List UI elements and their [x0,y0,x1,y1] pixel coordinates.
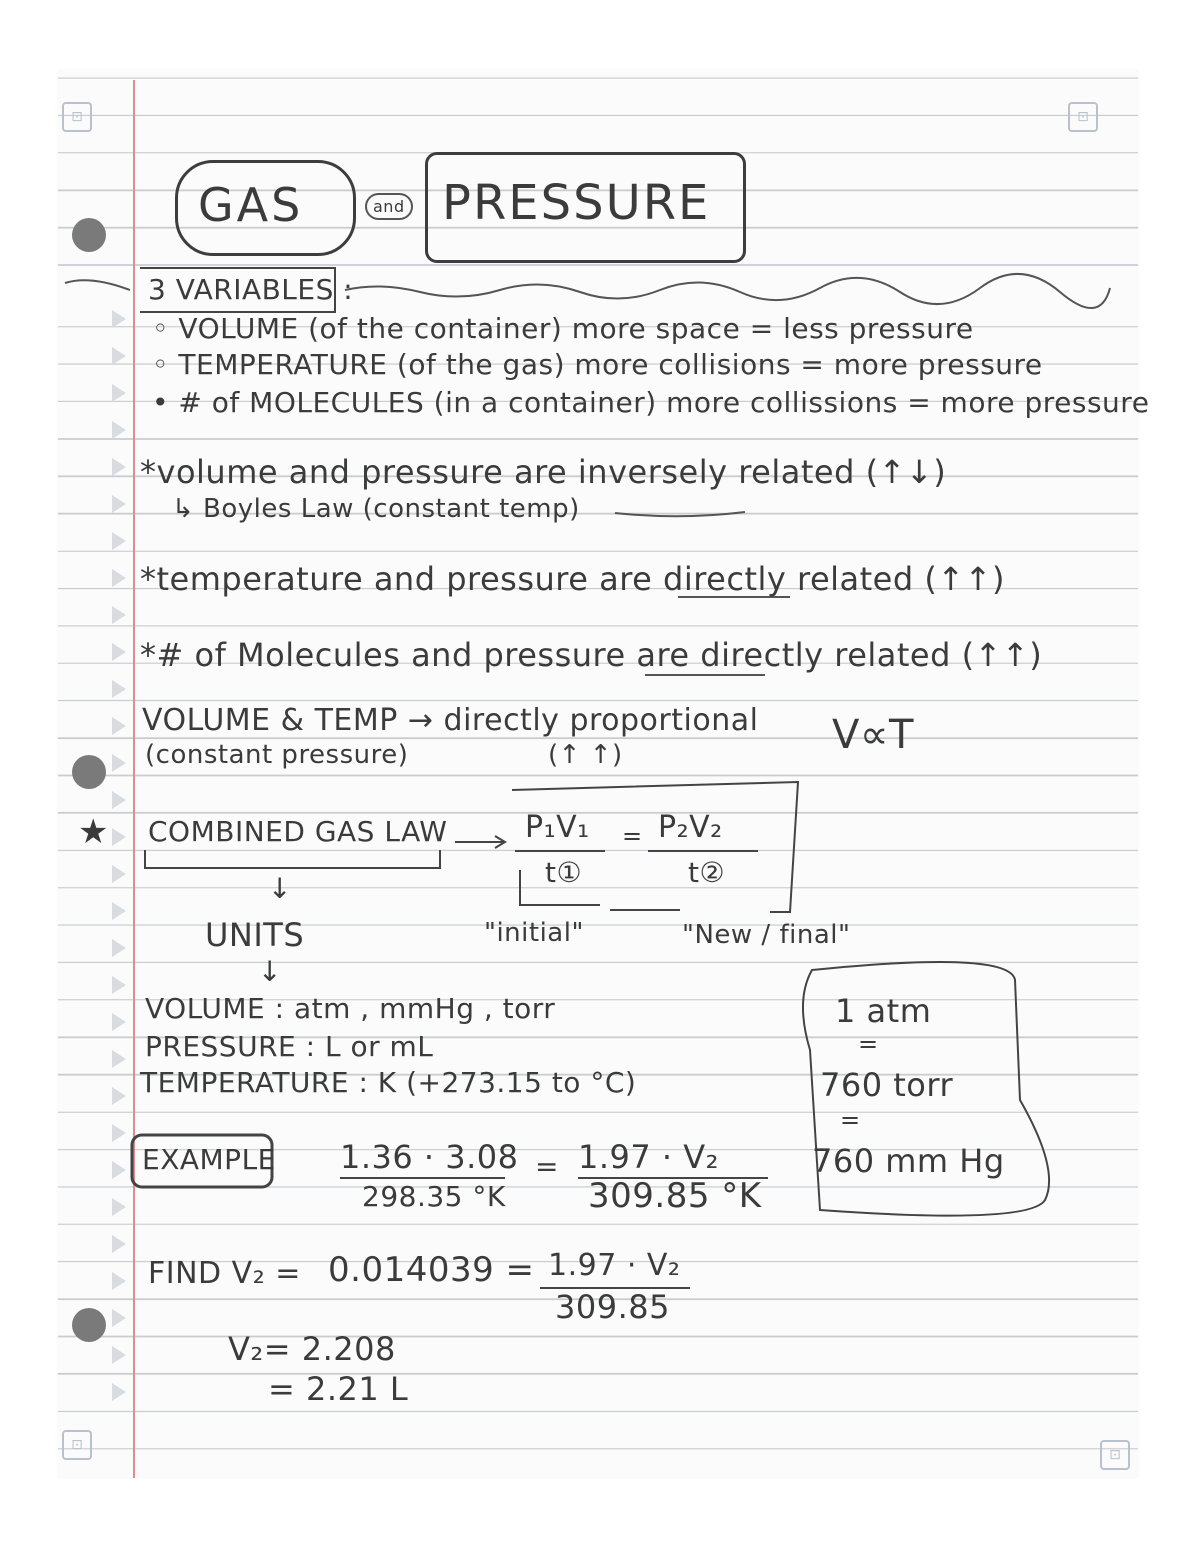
units-pressure: PRESSURE : L or mL [145,1030,434,1063]
label-initial: "initial" [484,918,584,948]
example-eq: = [535,1150,559,1183]
label-final: "New / final" [682,920,851,950]
title-and: and [365,193,413,220]
corner-icon: ⊡ [62,1430,92,1460]
down-arrow-icon: ↓ [268,872,292,905]
combined-label: COMBINED GAS LAW [148,815,448,848]
combined-p2v2: P₂V₂ [658,810,723,845]
bullet-icon: ◦ [152,348,179,381]
units-temperature: TEMPERATURE : K (+273.15 to °C) [140,1066,637,1099]
conversion-mmhg: 760 mm Hg [812,1142,1005,1180]
corner-icon: ⊡ [1068,102,1098,132]
vt-line1: VOLUME & TEMP → directly proportional [142,703,759,738]
corner-icon: ⊡ [62,102,92,132]
variable-item: ◦ VOLUME (of the container) more space = less pressure [152,312,974,345]
example-den2: 309.85 °K [588,1176,762,1216]
example-num1: 1.36 · 3.08 [340,1138,519,1176]
combined-eq: = [622,822,643,850]
combined-t2: t② [688,856,726,889]
note-molecules: *# of Molecules and pressure are directly related (↑↑) [140,636,1043,674]
find-value: 0.014039 = [328,1250,535,1290]
combined-p1v1: P₁V₁ [525,810,590,845]
corner-icon: ⊡ [1100,1440,1130,1470]
vt-arrows: (↑ ↑) [548,740,623,770]
variable-item: ◦ TEMPERATURE (of the gas) more collisions = more pressure [152,348,1043,381]
units-heading: UNITS [205,916,305,954]
conversion-torr: 760 torr [820,1066,954,1104]
example-num2: 1.97 · V₂ [578,1138,719,1176]
star-icon: ★ [78,812,109,852]
variables-heading: 3 VARIABLES : [148,273,354,306]
title-gas: GAS [198,178,304,232]
vt-formula: V∝T [832,712,914,758]
title-pressure: PRESSURE [442,175,711,231]
fraction-bar [648,850,758,852]
bullet-icon: • [152,386,179,419]
find-label: FIND V₂ = [148,1256,301,1291]
down-arrow-icon: ↓ [258,955,282,988]
vt-line2: (constant pressure) [145,740,409,770]
fraction-bar [340,1177,505,1179]
find-num: 1.97 · V₂ [548,1248,681,1283]
conversion-eq: = [840,1106,861,1134]
example-label: EXAMPLE [142,1143,276,1176]
fraction-bar [515,850,605,852]
variable-item: • # of MOLECULES (in a container) more collissions = more pressure [152,386,1150,419]
find-result2: = 2.21 L [268,1370,409,1408]
note-temperature: *temperature and pressure are directly related (↑↑) [140,560,1005,598]
bullet-icon: ◦ [152,312,179,345]
units-volume: VOLUME : atm , mmHg , torr [145,992,556,1025]
find-result1: V₂= 2.208 [228,1330,396,1368]
conversion-atm: 1 atm [835,992,932,1030]
note-inverse: *volume and pressure are inversely related (↑↓) [140,453,947,491]
example-den1: 298.35 °K [362,1180,506,1213]
conversion-eq: = [858,1030,879,1058]
find-den: 309.85 [555,1288,670,1326]
combined-t1: t① [545,856,583,889]
note-boyles: ↳ Boyles Law (constant temp) [172,494,580,524]
